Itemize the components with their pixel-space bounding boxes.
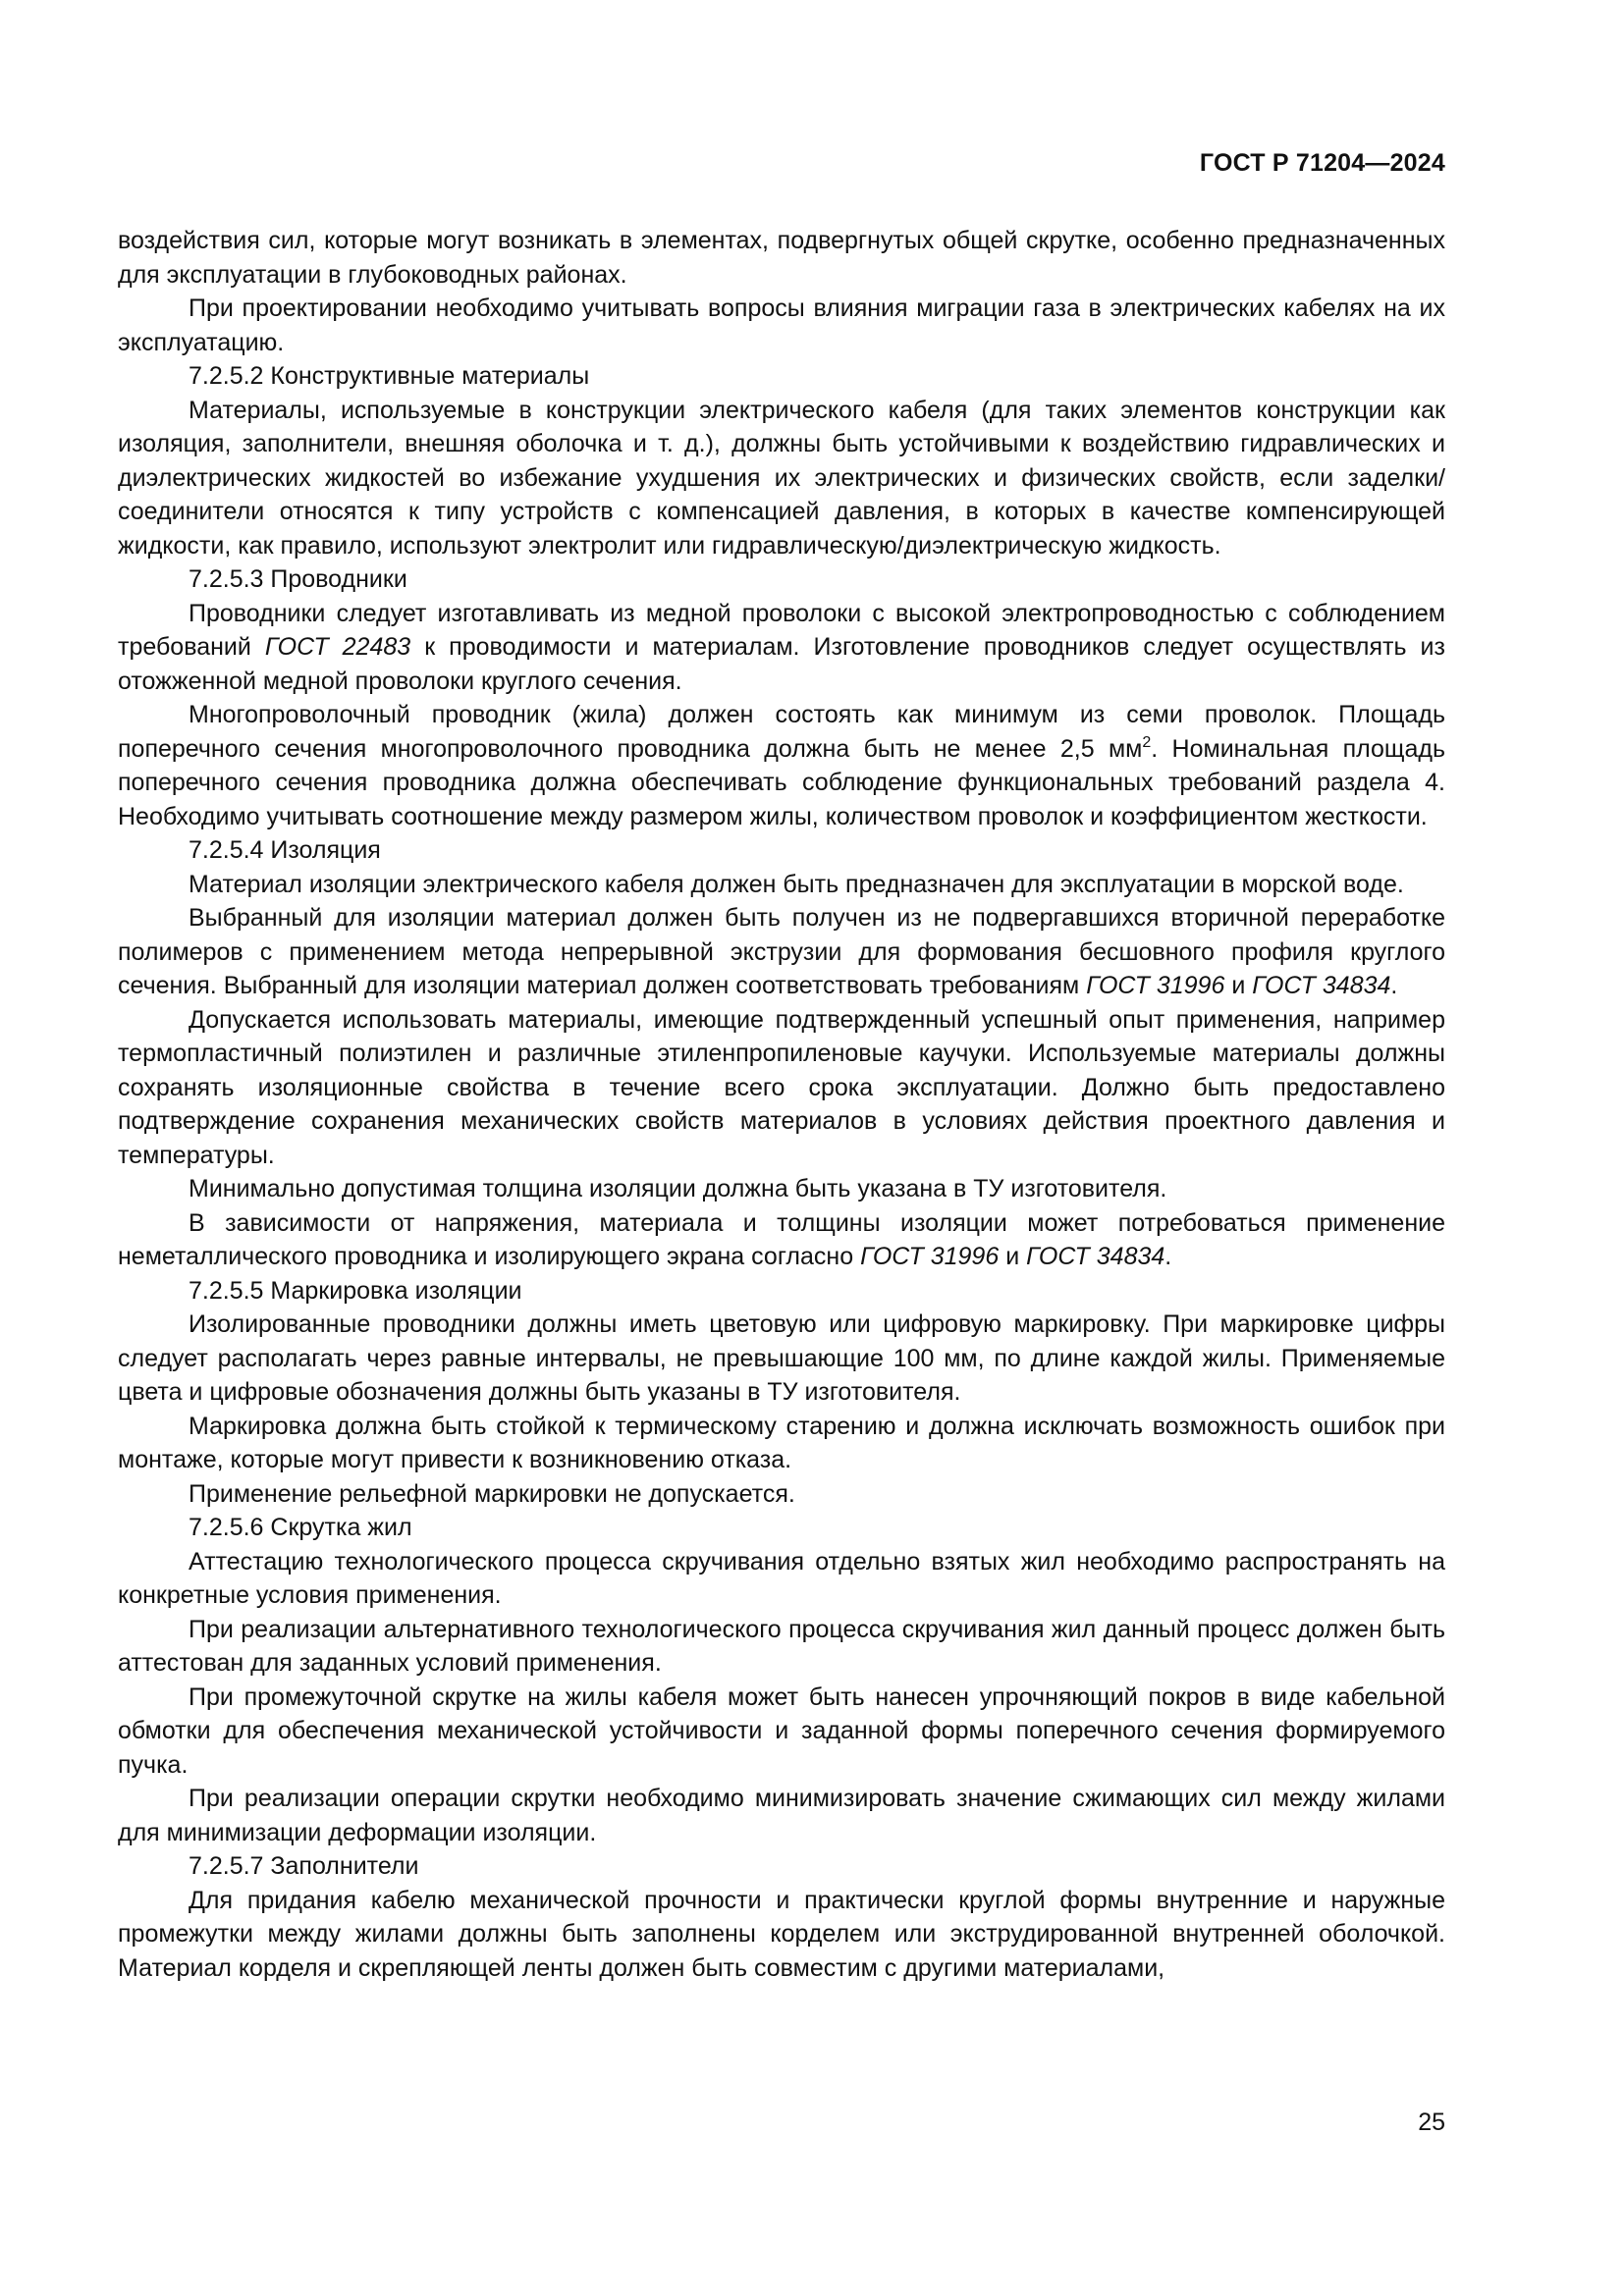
text-run: и (999, 1243, 1027, 1270)
standard-reference: ГОСТ 34834 (1252, 972, 1391, 999)
section-heading: 7.2.5.3 Проводники (189, 565, 407, 593)
paragraph: Материалы, используемые в конструкции электрического кабеля (для таких элементов конструкции как изоляция, заполнители, внешняя оболочка и т. д.), должны быть устойчивыми к воздействию гидравлических и диэлектрических жидкостей во избежание ухудшения их электрических и физических свойств, если заделки/соединители относятся к типу устройств с компенсацией давления, в которых в качестве компенсирующей жидкости, как правило, используют электролит или гидравлическую/диэлектрическую жидкость. (118, 396, 1445, 560)
paragraph: воздействия сил, которые могут возникать в элементах, подвергнутых общей скрутке, особенно предназначенных для эксплуатации в глубоководных районах. (118, 227, 1445, 289)
section-heading: 7.2.5.7 Заполнители (189, 1852, 419, 1880)
paragraph: При проектировании необходимо учитывать вопросы влияния миграции газа в электрических кабелях на их эксплуатацию. (118, 294, 1445, 356)
standard-reference: ГОСТ 34834 (1026, 1243, 1165, 1270)
paragraph: Применение рельефной маркировки не допускается. (189, 1479, 795, 1508)
text-run: Выбранный для изоляции материал должен быть получен из не подвергавшихся вторичной переработке полимеров с применением метода непрерывной экструзии для формования бесшовного профиля круглого сечения. Выбранный для изоляции материал должен соответствовать требованиям (118, 904, 1445, 999)
paragraph: При реализации альтернативного технологического процесса скручивания жил данный процесс должен быть аттестован для заданных условий применения. (118, 1615, 1445, 1677)
standard-reference: ГОСТ 22483 (264, 633, 411, 661)
standard-reference: ГОСТ 31996 (860, 1243, 1000, 1270)
paragraph: Минимально допустимая толщина изоляции должна быть указана в ТУ изготовителя. (189, 1175, 1167, 1202)
paragraph: При промежуточной скрутке на жилы кабеля может быть нанесен упрочняющий покров в виде кабельной обмотки для обеспечения механической устойчивости и заданной формы поперечного сечения формируемого пучка. (118, 1682, 1445, 1779)
section-heading: 7.2.5.6 Скрутка жил (189, 1514, 412, 1541)
superscript: 2 (1142, 733, 1152, 751)
paragraph (118, 901, 1445, 1003)
paragraph (118, 1206, 1445, 1274)
paragraph: Материал изоляции электрического кабеля должен быть предназначен для эксплуатации в морской воде. (189, 870, 1404, 898)
standard-reference: ГОСТ 31996 (1086, 972, 1225, 999)
text-run: . (1164, 1243, 1172, 1270)
text-run: Многопроволочный проводник (жила) должен состоять как минимум из семи проволок. Площадь поперечного сечения многопроволочного проводника должна быть не менее 2,5 мм (118, 701, 1445, 763)
paragraph: Аттестацию технологического процесса скручивания отдельно взятых жил необходимо распространять на конкретные условия применения. (118, 1547, 1445, 1609)
text-run: Проводники следует изготавливать из медной проволоки с высокой электропроводностью с соблюдением требований (118, 599, 1445, 661)
paragraph: При реализации операции скрутки необходимо минимизировать значение сжимающих сил между жилами для минимизации деформации изоляции. (118, 1785, 1445, 1846)
paragraph: Допускается использовать материалы, имеющие подтвержденный успешный опыт применения, например термопластичный полиэтилен и различные этиленпропиленовые каучуки. Используемые материалы должны сохранять изоляционные свойства в течение всего срока эксплуатации. Должно быть предоставлено подтверждение сохранения механических свойств материалов в условиях действия проектного давления и температуры. (118, 1005, 1445, 1169)
section-heading: 7.2.5.5 Маркировка изоляции (189, 1276, 522, 1305)
text-run: к проводимости и материалам. Изготовление проводников следует осуществлять из отожженной медной проволоки круглого сечения. (118, 633, 1445, 695)
text-run: В зависимости от напряжения, материала и толщины изоляции может потребоваться применение неметаллического проводника и изолирующего экрана согласно (118, 1208, 1445, 1270)
text-run: . (1390, 972, 1398, 999)
page-number: 25 (1418, 2109, 1445, 2136)
document-body (118, 224, 1445, 1985)
text-run: . Номинальная площадь поперечного сечения проводника должна обеспечивать соблюдение функциональных требований раздела 4. Необходимо учитывать соотношение между размером жилы, количеством проволок и коэффициентом жесткости. (118, 734, 1445, 830)
section-heading: 7.2.5.4 Изоляция (189, 836, 381, 864)
text-run: и (1224, 972, 1253, 999)
section-heading: 7.2.5.2 Конструктивные материалы (189, 362, 590, 390)
paragraph (118, 597, 1445, 699)
paragraph (118, 698, 1445, 833)
paragraph: Изолированные проводники должны иметь цветовую или цифровую маркировку. При маркировке цифры следует располагать через равные интервалы, не превышающие 100 мм, по длине каждой жилы. Применяемые цвета и цифровые обозначения должны быть указаны в ТУ изготовителя. (118, 1310, 1445, 1406)
paragraph: Маркировка должна быть стойкой к термическому старению и должна исключать возможность ошибок при монтаже, которые могут привести к возникновению отказа. (118, 1412, 1445, 1473)
document-header: ГОСТ Р 71204—2024 (1199, 149, 1445, 177)
paragraph: Для придания кабелю механической прочности и практически круглой формы внутренние и наружные промежутки между жилами должны быть заполнены корделем или экструдированной внутренней оболочкой. Материал корделя и скрепляющей ленты должен быть совместим с другими материалами, (118, 1886, 1445, 1982)
